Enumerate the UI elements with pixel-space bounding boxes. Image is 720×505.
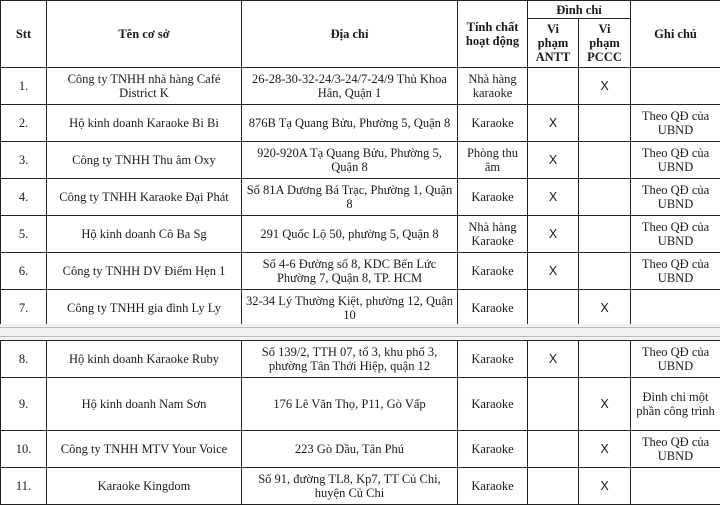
cell-note bbox=[631, 68, 720, 105]
cell-activity: Nhà hàng karaoke bbox=[458, 68, 528, 105]
header-name: Tên cơ sở bbox=[47, 1, 242, 68]
cell-address: 920-920A Tạ Quang Bửu, Phường 5, Quận 8 bbox=[242, 142, 458, 179]
cell-antt: X bbox=[528, 142, 579, 179]
suspension-table-part-2 bbox=[0, 340, 720, 505]
cell-antt: X bbox=[528, 341, 579, 378]
cell-activity: Karaoke bbox=[458, 290, 528, 327]
cell-pccc bbox=[579, 253, 631, 290]
table-row bbox=[1, 378, 720, 431]
cell-pccc: X bbox=[579, 378, 631, 431]
table-row bbox=[1, 179, 720, 216]
header-activity: Tính chất hoạt động bbox=[458, 1, 528, 68]
table-body-1 bbox=[1, 68, 720, 327]
cell-address: 32-34 Lý Thường Kiệt, phường 12, Quận 10 bbox=[242, 290, 458, 327]
table-row bbox=[1, 105, 720, 142]
cell-note: Theo QĐ của UBND bbox=[631, 341, 720, 378]
cell-note: Theo QĐ của UBND bbox=[631, 253, 720, 290]
cell-pccc: X bbox=[579, 68, 631, 105]
cell-name: Công ty TNHH Thu âm Oxy bbox=[47, 142, 242, 179]
table-row bbox=[1, 431, 720, 468]
cell-address: Số 91, đường TL8, Kp7, TT Củ Chi, huyện Củ Chi bbox=[242, 468, 458, 505]
page-break-line-bottom bbox=[0, 336, 720, 337]
cell-pccc bbox=[579, 216, 631, 253]
cell-pccc: X bbox=[579, 290, 631, 327]
cell-name: Công ty TNHH gia đình Ly Ly bbox=[47, 290, 242, 327]
cell-address: 223 Gò Dầu, Tân Phú bbox=[242, 431, 458, 468]
cell-pccc bbox=[579, 179, 631, 216]
cell-name: Hộ kinh doanh Karaoke Ruby bbox=[47, 341, 242, 378]
cell-name: Hộ kinh doanh Nam Sơn bbox=[47, 378, 242, 431]
cell-pccc: X bbox=[579, 431, 631, 468]
cell-name: Công ty TNHH nhà hàng Café District K bbox=[47, 68, 242, 105]
table-row bbox=[1, 253, 720, 290]
cell-stt: 3. bbox=[1, 142, 47, 179]
cell-stt: 11. bbox=[1, 468, 47, 505]
table-row bbox=[1, 142, 720, 179]
cell-activity: Karaoke bbox=[458, 179, 528, 216]
table-row bbox=[1, 468, 720, 505]
cell-note bbox=[631, 468, 720, 505]
cell-antt: X bbox=[528, 253, 579, 290]
cell-note: Theo QĐ của UBND bbox=[631, 105, 720, 142]
cell-note: Theo QĐ của UBND bbox=[631, 431, 720, 468]
cell-activity: Nhà hàng Karaoke bbox=[458, 216, 528, 253]
cell-stt: 8. bbox=[1, 341, 47, 378]
table-row bbox=[1, 341, 720, 378]
cell-note: Theo QĐ của UBND bbox=[631, 179, 720, 216]
header-address: Địa chỉ bbox=[242, 1, 458, 68]
cell-activity: Phòng thu âm bbox=[458, 142, 528, 179]
cell-pccc bbox=[579, 341, 631, 378]
cell-stt: 9. bbox=[1, 378, 47, 431]
cell-note: Theo QĐ của UBND bbox=[631, 142, 720, 179]
table-body-2 bbox=[1, 341, 720, 505]
cell-stt: 10. bbox=[1, 431, 47, 468]
cell-address: Số 81A Dương Bá Trạc, Phường 1, Quận 8 bbox=[242, 179, 458, 216]
cell-address: Số 139/2, TTH 07, tổ 3, khu phố 3, phường Tân Thới Hiệp, quận 12 bbox=[242, 341, 458, 378]
cell-antt: X bbox=[528, 179, 579, 216]
cell-activity: Karaoke bbox=[458, 468, 528, 505]
cell-note: Đình chỉ một phần công trình bbox=[631, 378, 720, 431]
cell-name: Hộ kinh doanh Cô Ba Sg bbox=[47, 216, 242, 253]
header-note: Ghi chú bbox=[631, 1, 720, 68]
cell-pccc bbox=[579, 105, 631, 142]
cell-activity: Karaoke bbox=[458, 378, 528, 431]
cell-note bbox=[631, 290, 720, 327]
header-stt: Stt bbox=[1, 1, 47, 68]
cell-antt bbox=[528, 68, 579, 105]
cell-address: 291 Quốc Lộ 50, phường 5, Quận 8 bbox=[242, 216, 458, 253]
cell-note: Theo QĐ của UBND bbox=[631, 216, 720, 253]
cell-stt: 7. bbox=[1, 290, 47, 327]
cell-activity: Karaoke bbox=[458, 253, 528, 290]
cell-name: Công ty TNHH Karaoke Đại Phát bbox=[47, 179, 242, 216]
cell-name: Công ty TNHH DV Điểm Hẹn 1 bbox=[47, 253, 242, 290]
cell-stt: 5. bbox=[1, 216, 47, 253]
cell-stt: 4. bbox=[1, 179, 47, 216]
header-antt: Vi phạm ANTT bbox=[528, 19, 579, 68]
cell-name: Công ty TNHH MTV Your Voice bbox=[47, 431, 242, 468]
cell-address: 176 Lê Văn Thọ, P11, Gò Vấp bbox=[242, 378, 458, 431]
cell-antt: X bbox=[528, 216, 579, 253]
table-row bbox=[1, 290, 720, 327]
table-row bbox=[1, 216, 720, 253]
cell-antt bbox=[528, 468, 579, 505]
cell-address: 876B Tạ Quang Bửu, Phường 5, Quận 8 bbox=[242, 105, 458, 142]
cell-stt: 6. bbox=[1, 253, 47, 290]
cell-name: Karaoke Kingdom bbox=[47, 468, 242, 505]
cell-address: Số 4-6 Đường số 8, KDC Bến Lức Phường 7, Quận 8, TP. HCM bbox=[242, 253, 458, 290]
cell-activity: Karaoke bbox=[458, 105, 528, 142]
cell-stt: 2. bbox=[1, 105, 47, 142]
cell-activity: Karaoke bbox=[458, 341, 528, 378]
header-row-1 bbox=[1, 1, 720, 19]
cell-antt bbox=[528, 290, 579, 327]
cell-antt: X bbox=[528, 105, 579, 142]
cell-activity: Karaoke bbox=[458, 431, 528, 468]
cell-antt bbox=[528, 378, 579, 431]
header-pccc: Vi phạm PCCC bbox=[579, 19, 631, 68]
cell-stt: 1. bbox=[1, 68, 47, 105]
cell-antt bbox=[528, 431, 579, 468]
cell-pccc bbox=[579, 142, 631, 179]
cell-address: 26-28-30-32-24/3-24/7-24/9 Thủ Khoa Hân, Quận 1 bbox=[242, 68, 458, 105]
table-row bbox=[1, 68, 720, 105]
page-break-line-top bbox=[0, 327, 720, 328]
cell-name: Hộ kinh doanh Karaoke Bi Bi bbox=[47, 105, 242, 142]
cell-pccc: X bbox=[579, 468, 631, 505]
header-suspension: Đình chỉ bbox=[528, 1, 631, 19]
